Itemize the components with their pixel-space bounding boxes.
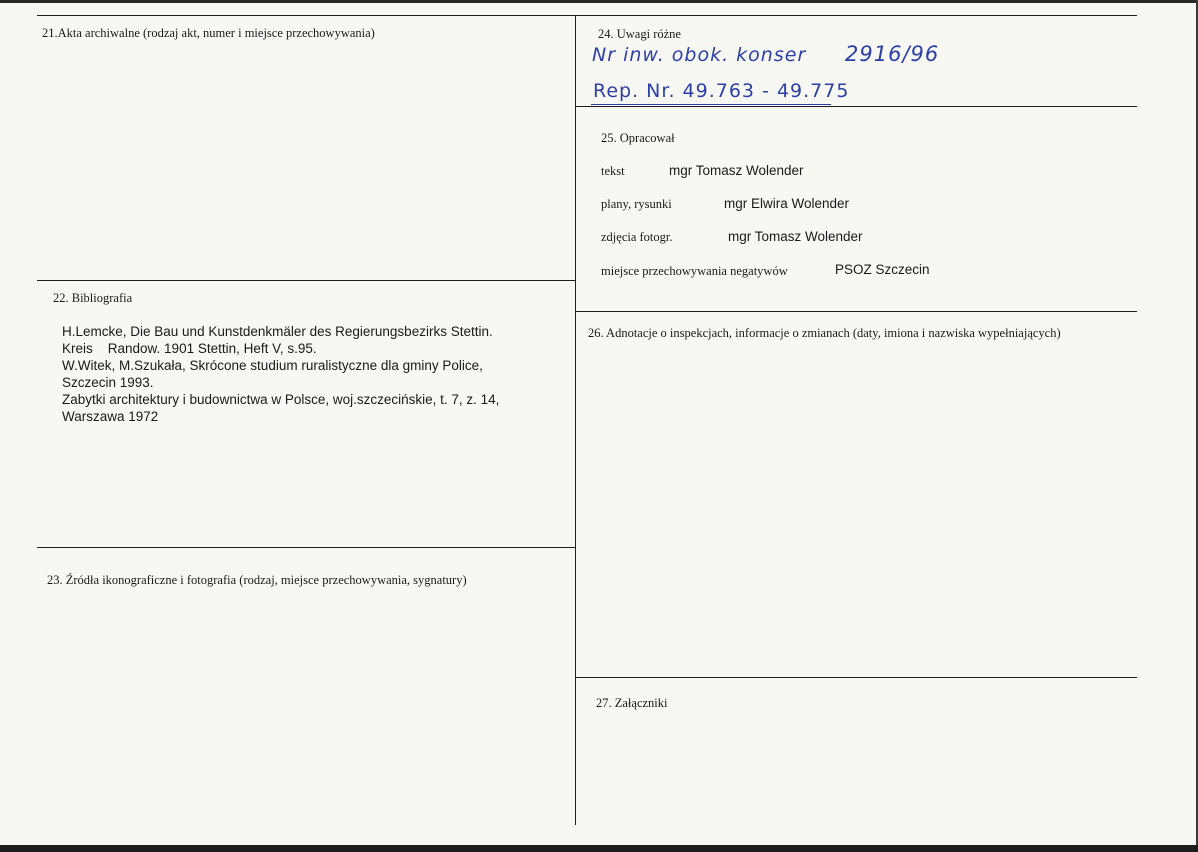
bibliography-line: Warszawa 1972 xyxy=(62,409,159,424)
bibliography-line: H.Lemcke, Die Bau und Kunstdenkmäler des Regierungsbezirks Stettin. xyxy=(62,324,493,339)
section-25-title: 25. Opracował xyxy=(601,131,675,145)
divider-26-27 xyxy=(575,677,1137,678)
divider-22-23 xyxy=(37,547,575,548)
section-27-title: 27. Załączniki xyxy=(596,696,668,710)
section-21-title: 21.Akta archiwalne (rodzaj akt, numer i miejsce przechowywania) xyxy=(42,26,375,40)
section-22-title: 22. Bibliografia xyxy=(53,291,133,305)
divider-top xyxy=(37,15,1137,16)
divider-21-22 xyxy=(37,280,575,281)
handwritten-inventory-note: Nr inw. obok. konser xyxy=(592,44,807,66)
bibliography-line: Kreis Randow. 1901 Stettin, Heft V, s.95. xyxy=(62,341,317,356)
section-24-title: 24. Uwagi różne xyxy=(598,27,681,41)
author-row-value: PSOZ Szczecin xyxy=(835,262,930,277)
author-row-value: mgr Tomasz Wolender xyxy=(728,229,863,244)
handwritten-register-number: Rep. Nr. 49.763 - 49.775 xyxy=(593,80,850,102)
author-row-label: plany, rysunki xyxy=(601,197,672,211)
author-row-label: miejsce przechowywania negatywów xyxy=(601,264,788,278)
author-row-value: mgr Tomasz Wolender xyxy=(669,163,804,178)
section-23-title: 23. Źródła ikonograficzne i fotografia (rodzaj, miejsce przechowywania, sygnatury) xyxy=(47,573,467,587)
section-26-title: 26. Adnotacje o inspekcjach, informacje o zmianach (daty, imiona i nazwiska wypełniających) xyxy=(588,326,1061,340)
divider-center xyxy=(575,15,576,825)
scan-edge-bottom xyxy=(0,845,1198,852)
divider-25-26 xyxy=(575,311,1137,312)
author-row-value: mgr Elwira Wolender xyxy=(724,196,850,211)
author-row-label: tekst xyxy=(601,164,625,178)
scan-edge-top xyxy=(0,0,1198,3)
bibliography-line: Zabytki architektury i budownictwa w Polsce, woj.szczecińskie, t. 7, z. 14, xyxy=(62,392,500,407)
author-row-label: zdjęcia fotogr. xyxy=(601,230,673,244)
handwritten-inventory-number: 2916/96 xyxy=(845,42,940,66)
bibliography-line: W.Witek, M.Szukała, Skrócone studium ruralistyczne dla gminy Police, xyxy=(62,358,483,373)
handwritten-underline xyxy=(591,104,831,105)
divider-24-25 xyxy=(575,106,1137,107)
bibliography-line: Szczecin 1993. xyxy=(62,375,154,390)
